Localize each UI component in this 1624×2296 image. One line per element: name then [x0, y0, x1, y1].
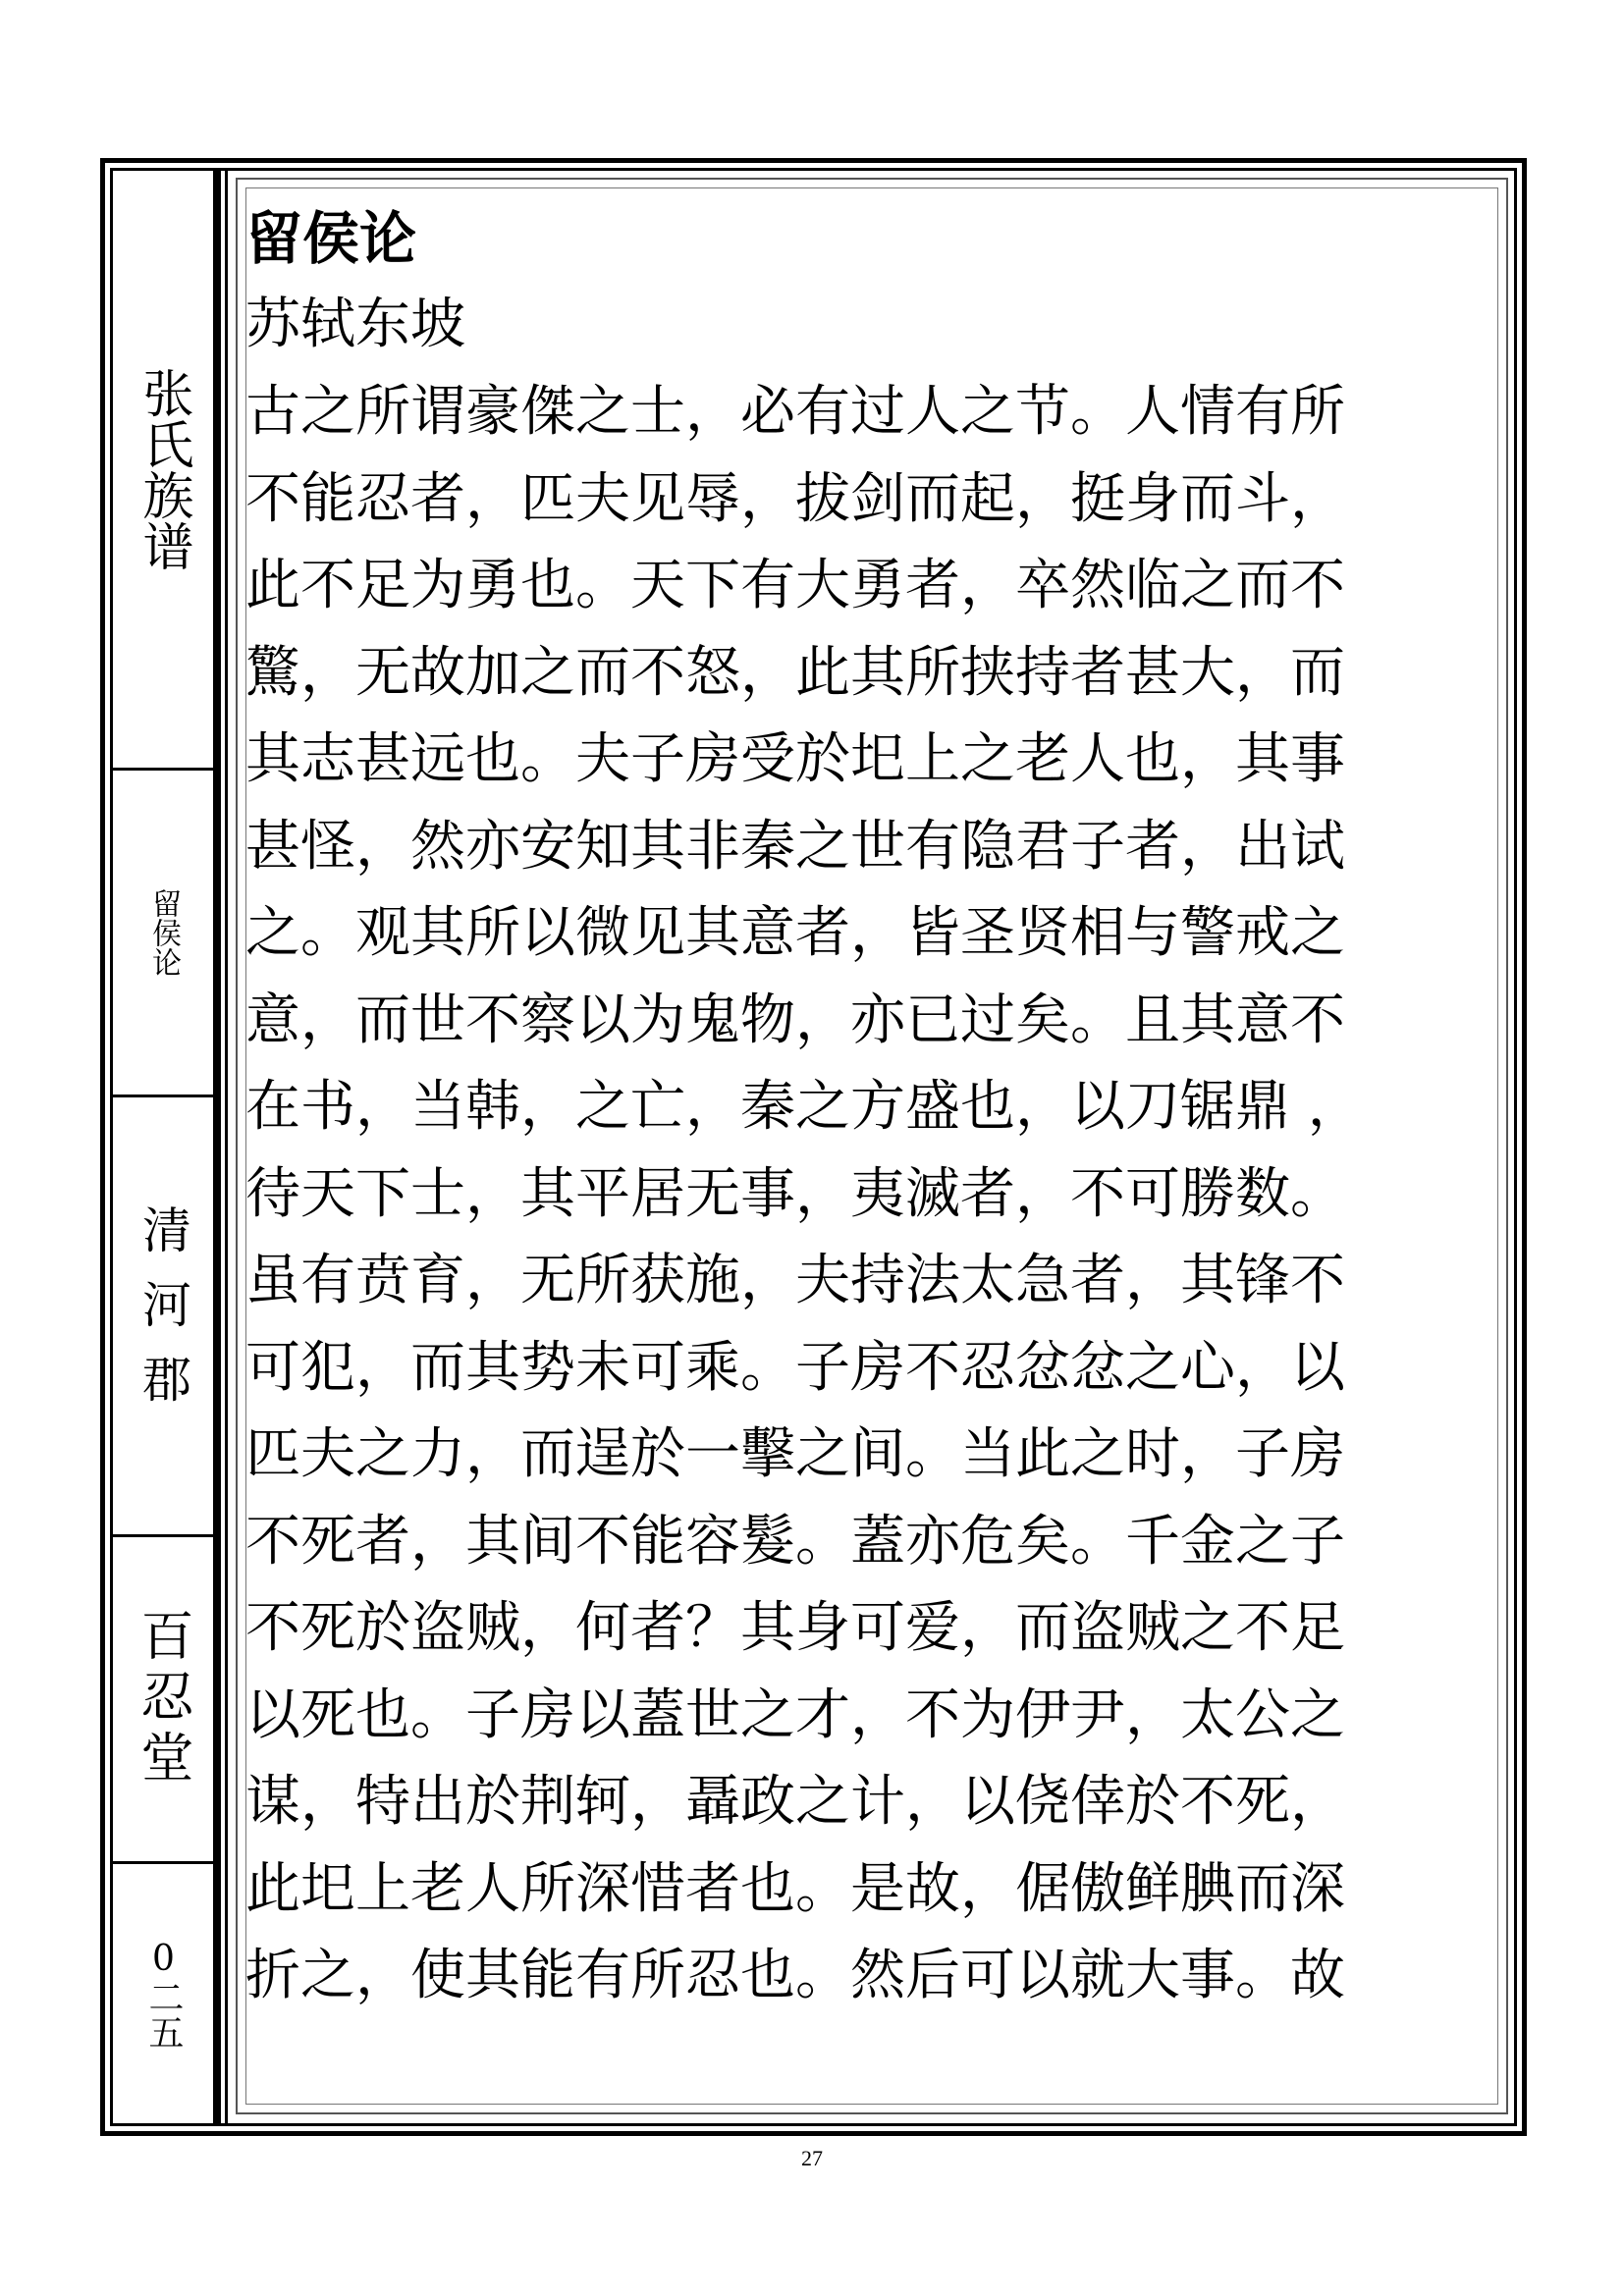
side-book-title-box: [110, 168, 216, 771]
text-line: 以死也。子房以蓋世之才，不为伊尹，太公之: [245, 1682, 1345, 1747]
text-line: 之。观其所以微见其意者，皆圣贤相与警戒之: [245, 901, 1345, 965]
text-line: 虽有贲育，无所获施，夫持法太急者，其锋不: [245, 1249, 1345, 1312]
text-line: 古之所谓豪傑之士，必有过人之节。人情有所: [245, 380, 1345, 444]
text-line: 可犯，而其势未可乘。子房不忍忿忿之心，以: [245, 1335, 1345, 1400]
text-line: 不死於盗贼，何者？其身可爱，而盗贼之不足: [245, 1596, 1345, 1660]
text-line: 驚，无故加之而不怒，此其所挟持者甚大，而: [245, 640, 1345, 705]
page-number: 27: [801, 2146, 823, 2170]
side-place-box: [110, 1095, 216, 1537]
book-title: 张氏族谱: [134, 367, 192, 571]
divider-line: [225, 168, 228, 2126]
side-column: [110, 168, 216, 2126]
text-line: 在书，当韩，之亡，秦之方盛也，以刀锯鼎 ，: [245, 1075, 1363, 1139]
text-line: 折之，使其能有所忍也。然后可以就大事。故: [245, 1944, 1345, 2007]
hall-name: 百忍堂: [133, 1608, 194, 1790]
side-page-box: [110, 1861, 216, 2126]
chapter-title: 留侯论: [146, 888, 181, 977]
text-line: 匹夫之力，而逞於一擊之间。当此之时，子房: [245, 1422, 1345, 1486]
text-line: 意，而世不察以为鬼物，亦已过矣。且其意不: [245, 988, 1345, 1052]
side-chapter-box: [110, 768, 216, 1097]
text-line: 谋，特出於荆轲，聶政之计，以侥倖於不死，: [245, 1770, 1345, 1834]
divider-line: [216, 168, 221, 2126]
text-line: 甚怪，然亦安知其非秦之世有隐君子者，出试: [245, 814, 1345, 879]
text-line: 待天下士，其平居无事，夷滅者，不可勝数。: [245, 1161, 1345, 1226]
article-title: 留侯论: [245, 205, 417, 272]
text-line: 此不足为勇也。天下有大勇者，卒然临之而不: [245, 554, 1345, 617]
text-line: 不死者，其间不能容髮。蓋亦危矣。千金之子: [245, 1509, 1345, 1574]
article: [245, 196, 1483, 2020]
text-line: 其志甚远也。夫子房受於圯上之老人也，其事: [245, 727, 1345, 791]
side-page-code: 0二五: [143, 1938, 184, 2050]
clan-place: 清河郡: [135, 1203, 191, 1428]
article-author: 苏轼东坡: [245, 293, 465, 356]
text-line: 此圯上老人所深惜者也。是故，倨傲鲜腆而深: [245, 1856, 1345, 1921]
side-hall-box: [110, 1534, 216, 1864]
text-line: 不能忍者，匹夫见辱，拔剑而起，挺身而斗，: [245, 466, 1345, 531]
